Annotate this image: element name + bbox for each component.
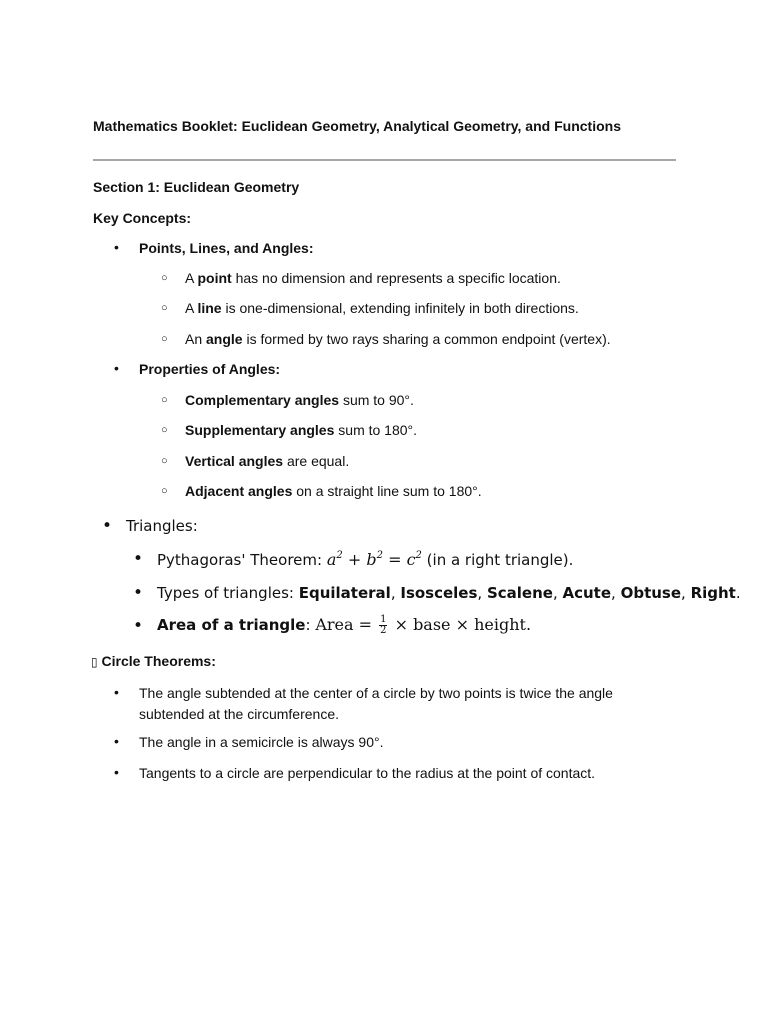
circle-bullet: ○ [161,272,168,284]
bold-term: Pythagoras' Theorem [157,551,318,569]
fraction-one-half: $\frac{1}{2}$ [380,614,387,636]
text: A [185,270,198,286]
math-text: height [474,615,526,634]
triangle-type: Obtuse [620,584,682,602]
text: Types of triangles: [157,584,299,602]
bullet: • [114,733,119,749]
text: are equal. [283,453,350,469]
horizontal-rule [93,159,676,161]
text: is formed by two rays sharing a common endpoint (vertex). [242,331,611,347]
text: : [192,517,198,535]
circle-bullet: ○ [161,485,168,497]
circle-bullet: ○ [161,424,168,436]
math-text: Area [315,615,354,634]
text: sum to 180°. [334,422,418,438]
list-item-label: Points, Lines, and Angles: [139,240,314,256]
triangle-type: Scalene [486,584,553,602]
text: sum to 90°. [339,392,414,408]
bold-term: Supplementary angles [185,422,335,438]
triangle-type: Acute [562,584,612,602]
missing-glyph-icon: ▯ [91,655,98,669]
text: on a straight line sum to 180°. [292,483,482,499]
list-item-text: Tangents to a circle are perpendicular to the radius at the point of contact. [139,765,596,781]
bold-term: Complementary angles [185,392,340,408]
section-heading: Section 1: Euclidean Geometry [93,179,300,195]
bold-term: Vertical angles [185,453,284,469]
bullet: • [102,516,113,536]
bullet: • [114,684,119,700]
bold-term: line [197,300,222,316]
key-concepts-heading: Key Concepts: [93,210,192,226]
circle-bullet: ○ [161,455,168,467]
list-item-text: The angle in a semicircle is always 90°. [139,734,384,750]
text: (in a right triangle). [421,551,574,569]
list-item-label: Triangles [126,517,193,535]
bullet: • [114,239,119,255]
text: An [185,331,207,347]
heading-label: Circle Theorems: [101,653,216,669]
text: A [185,300,198,316]
pythagoras-formula: $a^2 + b^2 = c^2$ [326,550,422,569]
bold-term: Adjacent angles [185,483,293,499]
text: is one-dimensional, extending infinitely in both directions. [221,300,579,316]
bullet: • [133,549,144,569]
circle-bullet: ○ [161,302,168,314]
math-text: base [413,615,451,634]
document-title: Mathematics Booklet: Euclidean Geometry, Analytical Geometry, and Functions [93,118,621,134]
list-item-label: Properties of Angles: [139,361,281,377]
bold-term: Area of a triangle [157,616,306,634]
circle-bullet: ○ [161,394,168,406]
circle-bullet: ○ [161,333,168,345]
bullet: • [133,583,144,603]
triangle-type: Equilateral [298,584,391,602]
list-item-text: The angle subtended at the center of a circle by two points is twice the angle subtended at the circumference. [139,685,613,722]
bullet: • [114,764,119,780]
circle-theorems-heading [91,653,216,669]
area-formula: Area = $\frac{1}{2}$ × base × height. [315,614,532,636]
bold-term: angle [206,331,243,347]
triangle-type: Right [690,584,736,602]
triangle-type: Isosceles [400,584,478,602]
bullet: • [114,360,119,376]
bold-term: point [197,270,232,286]
text: has no dimension and represents a specific location. [231,270,561,286]
bullet: • [133,616,144,636]
